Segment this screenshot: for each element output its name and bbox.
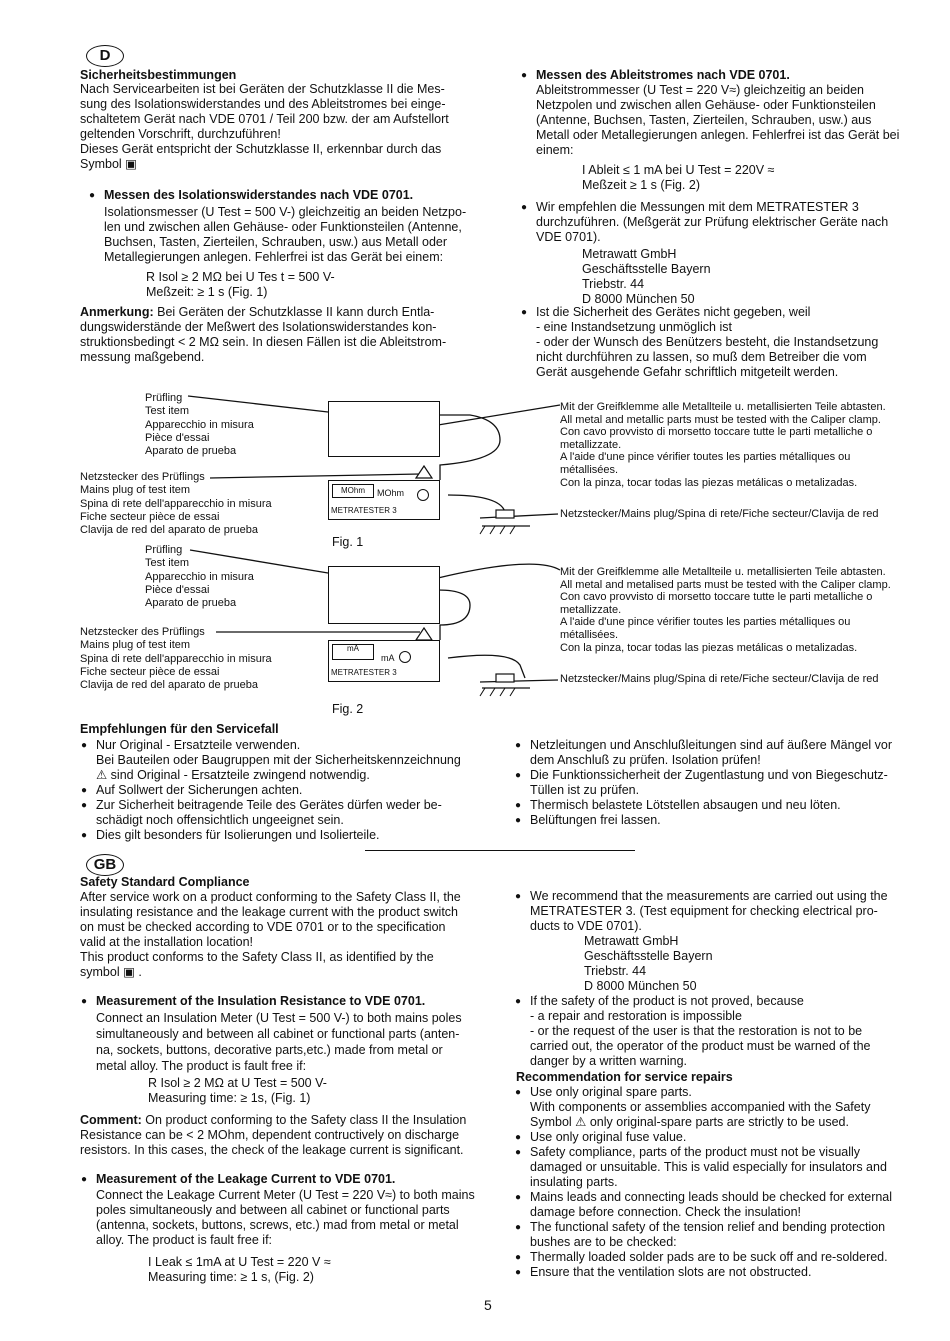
gb-safety: ● If the safety of the product is not proved, because - a repair and restoration is impossible - or the request of the user is that the restoration is not to be carried out, the operator of the product must be warned of the danger by a written warning. <box>530 994 910 1069</box>
de-note-label: Anmerkung: <box>80 305 154 319</box>
fig1-test-item-box <box>328 401 440 457</box>
fig2-caption: Fig. 2 <box>332 702 364 716</box>
fig1-test-item-label: Prüfling Test item Apparecchio in misura Pièce d'essai Aparato de prueba <box>145 392 254 458</box>
list-item: ● Use only original spare parts. With components or assemblies accompanied with the Safety Symbol ⚠ only original-spare parts are strictly to be used. <box>530 1085 910 1130</box>
de-iso-formula: R Isol ≥ 2 MΩ bei U Tes t = 500 V- Meßzeit: ≥ 1 s (Fig. 1) <box>146 270 335 299</box>
gb-iso-heading: ● Measurement of the Insulation Resistance to VDE 0701. <box>96 994 425 1009</box>
fig1-meter-name: METRATESTER 3 <box>331 506 397 515</box>
fig2-caliper-text: Mit der Greifklemme alle Metallteile u. metallisierten Teile abtasten. All metal and metalised parts must be tested with the Caliper clamp. Con cavo provvisto di morsetto toccare tutte le parti metalliche o metallizzate. A l'aide d'une pince vérifier toutes les parties métalliques ou métallisées. Con la pinza, tocar todas las piezas metálicas o metalizadas. <box>560 566 891 654</box>
fig2-test-item-box <box>328 566 440 624</box>
gb-address: Metrawatt GmbH Geschäftsstelle Bayern Triebstr. 44 D 8000 München 50 <box>584 934 713 993</box>
gb-iso-formula: R Isol ≥ 2 MΩ at U Test = 500 V- Measuring time: ≥ 1s, (Fig. 1) <box>148 1076 327 1105</box>
de-iso-text: Isolationsmesser (U Test = 500 V-) gleichzeitig an beiden Netzpo- len und zwischen allen Gehäuse- oder Funktionsteilen (Antenne, Buchsen, Tasten, Zierteilen, Schrauben, usw.) aus Metall oder Metallegierungen anlegen. Fehlerfrei ist das Gerät bei einem: <box>104 205 467 264</box>
list-item: ● Belüftungen frei lassen. <box>530 813 910 828</box>
list-item: ● The functional safety of the tension relief and bending protection bushes are to be checked: <box>530 1220 910 1250</box>
fig1-plug-label: Netzstecker des Prüflings Mains plug of test item Spina di rete dell'apparecchio in misura Fiche secteur pièce de essai Clavija de red del aparato de prueba <box>80 471 272 537</box>
fig2-meter-display-unit: mA <box>347 644 359 653</box>
fig1-caption: Fig. 1 <box>332 535 364 549</box>
de-recommendation: ● Wir empfehlen die Messungen mit dem METRATESTER 3 durchzuführen. (Meßgerät zur Prüfung elektrischer Geräte nach VDE 0701). <box>536 200 906 245</box>
list-item: ● Thermisch belastete Lötstellen absaugen und neu löten. <box>530 798 910 813</box>
list-item: ● Nur Original - Ersatzteile verwenden. Bei Bauteilen oder Baugruppen mit der Sicherheitskennzeichnung ⚠ sind Original - Ersatzteile zwingend notwendig. <box>96 738 496 783</box>
de-safety: ● Ist die Sicherheit des Gerätes nicht gegeben, weil - eine Instandsetzung unmöglich ist - oder der Wunsch des Benützers besteht, die Instandsetzung nicht durchführen zu lassen, so muß dem Betreiber die vom Gerät ausgehende Gefahr schriftlich mitgeteilt werden. <box>536 305 906 380</box>
fig1-meter-display <box>332 484 374 498</box>
fig2-meter <box>328 640 440 682</box>
list-item: ● Zur Sicherheit beitragende Teile des Gerätes dürfen weder be- schädigt noch offensichtlich ungeeignet sein. <box>96 798 496 828</box>
de-intro: Nach Servicearbeiten ist bei Geräten der Schutzklasse II die Mes- sung des Isolationswiderstandes und des Ableitstromes bei einge- schaltetem Gerät nach VDE 0701 / Teil 200 bzw. der am Aufstellort geltenden Vorschrift, durchzuführen! Dieses Gerät entspricht der Schutzklasse II, erkennbar durch das Symbol ▣ <box>80 82 449 171</box>
de-service-right-list <box>530 738 910 828</box>
de-service-left-list <box>96 738 496 843</box>
fig2-meter-display <box>332 644 374 660</box>
fig1-meter-unit: MOhm <box>377 488 404 498</box>
list-item: ● Die Funktionssicherheit der Zugentlastung und von Biegeschutz- Tüllen ist zu prüfen. <box>530 768 910 798</box>
gb-recommendation: ● We recommend that the measurements are carried out using the METRATESTER 3. (Test equipment for checking electrical pro- ducts to VDE 0701). <box>530 889 910 934</box>
de-title: Sicherheitsbestimmungen <box>80 68 237 82</box>
fig2-plug-label: Netzstecker des Prüflings Mains plug of test item Spina di rete dell'apparecchio in misura Fiche secteur pièce de essai Clavija de red del aparato de prueba <box>80 626 272 692</box>
list-item: ● Mains leads and connecting leads should be checked for external damage before connection. Check the insulation! <box>530 1190 910 1220</box>
gb-intro: After service work on a product conforming to the Safety Class II, the insulating resistance and the leakage current with the product switch on must be checked according to VDE 0701 or to the specification valid at the installation location! This product conforms to the Safety Class II, as identified by the symbol ▣ . <box>80 890 461 979</box>
fig2-meter-name: METRATESTER 3 <box>331 668 397 677</box>
de-iso-heading: ● Messen des Isolationswiderstandes nach VDE 0701. <box>104 188 413 203</box>
gb-iso-text: Connect an Insulation Meter (U Test = 500 V-) to both mains poles simultaneously and between all cabinet or functional parts (anten- na, sockets, buttons, decorative parts,etc.) made from metal or metal alloy. The product is fault free if: <box>96 1011 462 1073</box>
fig1-meter <box>328 480 440 520</box>
fig2-socket-label: Netzstecker/Mains plug/Spina di rete/Fiche secteur/Clavija de red <box>560 673 879 685</box>
list-item: ● Netzleitungen und Anschlußleitungen sind auf äußere Mängel vor dem Anschluß zu prüfen. Isolation prüfen! <box>530 738 910 768</box>
gb-comment-text: On product conforming to the Safety class II the Insulation Resistance can be < 2 MOhm, dependent contructively on discharge resistors. In this cases, the check of the leakage current is significant. <box>80 1113 467 1157</box>
de-leak-heading: ● Messen des Ableitstromes nach VDE 0701. <box>536 68 790 83</box>
de-leak-formula: I Ableit ≤ 1 mA bei U Test = 220V ≈ Meßzeit ≥ 1 s (Fig. 2) <box>582 163 775 192</box>
fig1-meter-display-unit: MOhm <box>341 486 365 495</box>
de-leak-text: Ableitstrommesser (U Test = 220 V≈) gleichzeitig an beiden Netzpolen und zwischen allen Gehäuse- oder Funktionsteilen (Antenne, Buchsen, Tasten, Zierteilen, Schrauben, usw.) aus Metall oder Metallegierungen anlegen. Fehlerfrei ist das Gerät bei einem: <box>536 83 900 157</box>
de-note-text: Bei Geräten der Schutzklasse II kann durch Entla- dungswiderstände der Meßwert des Isolationswiderstandes kon- struktionsbedingt < 2 MΩ sein. In diesen Fällen ist die Ableitstrom- messung maßgebend. <box>80 305 447 364</box>
gb-comment-label: Comment: <box>80 1113 142 1127</box>
fig2-meter-knob <box>399 651 411 663</box>
language-badge-gb: GB <box>86 854 124 876</box>
fig2-test-item-label: Prüfling Test item Apparecchio in misura Pièce d'essai Aparato de prueba <box>145 544 254 610</box>
list-item: ● Thermally loaded solder pads are to be suck off and re-soldered. <box>530 1250 910 1265</box>
gb-leak-heading: ● Measurement of the Leakage Current to VDE 0701. <box>96 1172 395 1187</box>
de-service-heading: Empfehlungen für den Servicefall <box>80 722 279 736</box>
gb-title: Safety Standard Compliance <box>80 875 250 889</box>
fig1-socket-label: Netzstecker/Mains plug/Spina di rete/Fiche secteur/Clavija de red <box>560 508 879 520</box>
language-badge-de: D <box>86 45 124 67</box>
gb-leak-formula: I Leak ≤ 1mA at U Test = 220 V ≈ Measuring time: ≥ 1 s, (Fig. 2) <box>148 1255 331 1284</box>
list-item: ● Safety compliance, parts of the product must not be visually damaged or unsuitable. This is valid especially for insulators and insulating parts. <box>530 1145 910 1190</box>
fig2-meter-unit: mA <box>381 653 395 663</box>
de-address: Metrawatt GmbH Geschäftsstelle Bayern Triebstr. 44 D 8000 München 50 <box>582 247 711 306</box>
fig1-caliper-text: Mit der Greifklemme alle Metallteile u. metallisierten Teile abtasten. All metal and metallic parts must be tested with the Caliper clamp. Con cavo provvisto di morsetto toccare tutte le parti metalliche o metallizzate. A l'aide d'une pince vérifier toutes les parties métalliques ou métallisées. Con la pinza, tocar todas las piezas metálicas o metalizadas. <box>560 401 886 489</box>
list-item: ● Ensure that the ventilation slots are not obstructed. <box>530 1265 910 1280</box>
gb-comment <box>80 1113 490 1158</box>
list-item: ● Auf Sollwert der Sicherungen achten. <box>96 783 496 798</box>
fig1-meter-knob <box>417 489 429 501</box>
page-number: 5 <box>484 1297 492 1313</box>
section-divider <box>365 850 635 851</box>
gb-service-heading: Recommendation for service repairs <box>516 1070 733 1084</box>
gb-service-list <box>530 1085 910 1280</box>
gb-leak-text: Connect the Leakage Current Meter (U Test = 220 V≈) to both mains poles simultaneously and between all cabinet or functional parts (antenna, sockets, buttons, screws, etc.) mad from metal or metal alloy. The product is fault free if: <box>96 1188 475 1247</box>
list-item: ● Dies gilt besonders für Isolierungen und Isolierteile. <box>96 828 496 843</box>
list-item: ● Use only original fuse value. <box>530 1130 910 1145</box>
